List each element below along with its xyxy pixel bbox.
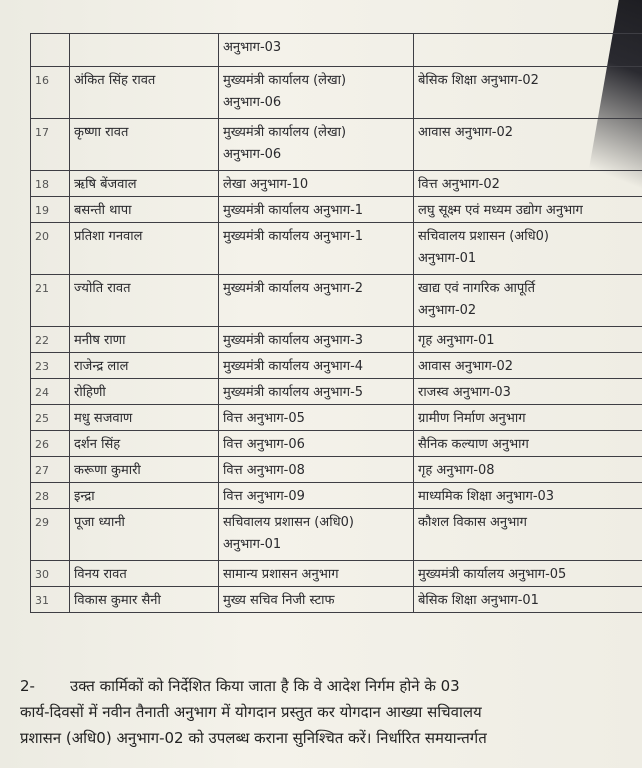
name-cell <box>70 67 219 119</box>
name-cell <box>70 223 219 275</box>
new-section-cell-line: माध्यमिक शिक्षा अनुभाग-03 <box>418 489 555 504</box>
serial-cell <box>31 171 70 197</box>
paragraph-text: उक्त कार्मिकों को निर्देशित किया जाता है कि वे आदेश निर्गम होने के 03 <box>70 677 460 695</box>
serial-cell <box>31 275 70 327</box>
serial-cell-line: 28 <box>35 490 49 503</box>
new-section-cell <box>414 223 642 275</box>
serial-cell <box>31 483 70 509</box>
serial-cell-line: 29 <box>35 516 49 529</box>
serial-cell-line: 19 <box>35 204 49 217</box>
name-cell-line: विनय रावत <box>74 567 127 582</box>
serial-cell-line: 23 <box>35 360 49 373</box>
serial-cell <box>31 405 70 431</box>
name-cell <box>70 197 219 223</box>
table-row <box>31 67 642 119</box>
table-row <box>31 119 642 171</box>
name-cell <box>70 275 219 327</box>
serial-cell <box>31 509 70 561</box>
serial-cell-line: 24 <box>35 386 49 399</box>
new-section-cell-line: बेसिक शिक्षा अनुभाग-01 <box>418 593 539 608</box>
serial-cell <box>31 197 70 223</box>
current-section-cell <box>219 561 414 587</box>
current-section-cell-line: अनुभाग-01 <box>223 537 282 552</box>
serial-cell <box>31 34 70 67</box>
current-section-cell-line: अनुभाग-06 <box>223 95 282 110</box>
posting-table-body <box>31 34 642 613</box>
serial-cell <box>31 561 70 587</box>
table-row <box>31 379 642 405</box>
table-row <box>31 353 642 379</box>
table-row <box>31 457 642 483</box>
table-row <box>31 34 642 67</box>
serial-cell-line: 17 <box>35 126 49 139</box>
name-cell-line: मधु सजवाण <box>74 411 133 426</box>
current-section-cell-line: अनुभाग-03 <box>223 40 282 55</box>
new-section-cell <box>414 67 642 119</box>
name-cell-line: ऋषि बेंजवाल <box>74 177 137 192</box>
paragraph-line-2: कार्य-दिवसों में नवीन तैनाती अनुभाग में योगदान प्रस्तुत कर योगदान आख्या सचिवालय <box>20 703 482 721</box>
name-cell-line: बसन्ती थापा <box>74 203 132 218</box>
current-section-cell-line: मुख्यमंत्री कार्यालय अनुभाग-3 <box>223 333 364 348</box>
instruction-paragraph <box>20 673 640 751</box>
name-cell <box>70 379 219 405</box>
serial-cell-line: 25 <box>35 412 49 425</box>
current-section-cell-line: सचिवालय प्रशासन (अधि0) <box>223 515 354 530</box>
serial-cell <box>31 223 70 275</box>
new-section-cell <box>414 119 642 171</box>
table-row <box>31 327 642 353</box>
current-section-cell-line: लेखा अनुभाग-10 <box>223 177 309 192</box>
new-section-cell <box>414 483 642 509</box>
current-section-cell-line: मुख्यमंत्री कार्यालय अनुभाग-4 <box>223 359 364 374</box>
name-cell <box>70 457 219 483</box>
new-section-cell <box>414 431 642 457</box>
name-cell <box>70 587 219 613</box>
new-section-cell <box>414 457 642 483</box>
current-section-cell <box>219 119 414 171</box>
current-section-cell <box>219 379 414 405</box>
table-row <box>31 431 642 457</box>
current-section-cell-line: मुख्य सचिव निजी स्टाफ <box>223 593 335 608</box>
name-cell-line: करूणा कुमारी <box>74 463 141 478</box>
current-section-cell-line: मुख्यमंत्री कार्यालय अनुभाग-2 <box>223 281 364 296</box>
serial-cell <box>31 379 70 405</box>
serial-cell-line: 20 <box>35 230 49 243</box>
new-section-cell-line: बेसिक शिक्षा अनुभाग-02 <box>418 73 539 88</box>
table-row <box>31 275 642 327</box>
table-row <box>31 171 642 197</box>
current-section-cell <box>219 509 414 561</box>
new-section-cell-line: राजस्व अनुभाग-03 <box>418 385 511 400</box>
paragraph-line-1 <box>20 673 640 699</box>
name-cell <box>70 119 219 171</box>
table-row <box>31 483 642 509</box>
current-section-cell <box>219 197 414 223</box>
new-section-cell <box>414 405 642 431</box>
new-section-cell <box>414 275 642 327</box>
table-row <box>31 223 642 275</box>
posting-table <box>30 33 642 613</box>
new-section-cell-line: सैनिक कल्याण अनुभाग <box>418 437 529 452</box>
new-section-cell-line: वित्त अनुभाग-02 <box>418 177 500 192</box>
name-cell <box>70 171 219 197</box>
current-section-cell-line: मुख्यमंत्री कार्यालय अनुभाग-1 <box>223 229 364 244</box>
new-section-cell <box>414 587 642 613</box>
name-cell-line: रोहिणी <box>74 385 106 400</box>
serial-cell-line: 16 <box>35 74 49 87</box>
new-section-cell-line: आवास अनुभाग-02 <box>418 359 514 374</box>
new-section-cell-line: खाद्य एवं नागरिक आपूर्ति <box>418 281 536 296</box>
name-cell-line: विकास कुमार सैनी <box>74 593 161 608</box>
name-cell-line: ज्योति रावत <box>74 281 131 296</box>
new-section-cell <box>414 197 642 223</box>
current-section-cell-line: अनुभाग-06 <box>223 147 282 162</box>
table-row <box>31 197 642 223</box>
name-cell <box>70 483 219 509</box>
name-cell-line: अंकित सिंह रावत <box>74 73 156 88</box>
serial-cell <box>31 119 70 171</box>
new-section-cell <box>414 561 642 587</box>
serial-cell-line: 26 <box>35 438 49 451</box>
new-section-cell-line: कौशल विकास अनुभाग <box>418 515 527 530</box>
table-row <box>31 509 642 561</box>
current-section-cell-line: वित्त अनुभाग-05 <box>223 411 305 426</box>
current-section-cell <box>219 587 414 613</box>
name-cell-line: पूजा ध्यानी <box>74 515 125 530</box>
new-section-cell-line: ग्रामीण निर्माण अनुभाग <box>418 411 526 426</box>
name-cell <box>70 405 219 431</box>
name-cell-line: राजेन्द्र लाल <box>74 359 129 374</box>
serial-cell-line: 31 <box>35 594 49 607</box>
serial-cell <box>31 587 70 613</box>
serial-cell <box>31 457 70 483</box>
new-section-cell-line: लघु सूक्ष्म एवं मध्यम उद्योग अनुभाग <box>418 203 583 218</box>
serial-cell-line: 27 <box>35 464 49 477</box>
serial-cell-line: 30 <box>35 568 49 581</box>
new-section-cell-line: अनुभाग-01 <box>418 251 477 266</box>
name-cell-line: प्रतिशा गनवाल <box>74 229 143 244</box>
current-section-cell <box>219 353 414 379</box>
current-section-cell-line: सामान्य प्रशासन अनुभाग <box>223 567 339 582</box>
new-section-cell-line: सचिवालय प्रशासन (अधि0) <box>418 229 549 244</box>
current-section-cell <box>219 67 414 119</box>
current-section-cell-line: मुख्यमंत्री कार्यालय (लेखा) <box>223 73 347 88</box>
current-section-cell <box>219 431 414 457</box>
new-section-cell <box>414 171 642 197</box>
name-cell-line: कृष्णा रावत <box>74 125 129 140</box>
name-cell-line: इन्द्रा <box>74 489 95 504</box>
new-section-cell <box>414 509 642 561</box>
current-section-cell <box>219 275 414 327</box>
current-section-cell <box>219 483 414 509</box>
serial-cell-line: 22 <box>35 334 49 347</box>
new-section-cell-line: अनुभाग-02 <box>418 303 477 318</box>
current-section-cell-line: मुख्यमंत्री कार्यालय अनुभाग-1 <box>223 203 364 218</box>
current-section-cell-line: मुख्यमंत्री कार्यालय (लेखा) <box>223 125 347 140</box>
current-section-cell <box>219 223 414 275</box>
paragraph-line-3: प्रशासन (अधि0) अनुभाग-02 को उपलब्ध कराना सुनिश्चित करें। निर्धारित समयान्तर्गत <box>20 729 487 747</box>
new-section-cell <box>414 353 642 379</box>
serial-cell <box>31 431 70 457</box>
current-section-cell <box>219 327 414 353</box>
serial-cell-line: 18 <box>35 178 49 191</box>
paragraph-number: 2- <box>20 677 35 695</box>
current-section-cell-line: वित्त अनुभाग-06 <box>223 437 305 452</box>
name-cell <box>70 327 219 353</box>
current-section-cell-line: वित्त अनुभाग-09 <box>223 489 305 504</box>
current-section-cell-line: मुख्यमंत्री कार्यालय अनुभाग-5 <box>223 385 364 400</box>
current-section-cell <box>219 457 414 483</box>
table-row <box>31 587 642 613</box>
name-cell-line: दर्शन सिंह <box>74 437 121 452</box>
current-section-cell <box>219 171 414 197</box>
new-section-cell <box>414 34 642 67</box>
new-section-cell-line: गृह अनुभाग-08 <box>418 463 495 478</box>
new-section-cell-line: आवास अनुभाग-02 <box>418 125 514 140</box>
serial-cell <box>31 327 70 353</box>
current-section-cell <box>219 34 414 67</box>
new-section-cell <box>414 379 642 405</box>
current-section-cell <box>219 405 414 431</box>
serial-cell <box>31 353 70 379</box>
table-row <box>31 561 642 587</box>
name-cell <box>70 561 219 587</box>
name-cell <box>70 353 219 379</box>
new-section-cell-line: गृह अनुभाग-01 <box>418 333 495 348</box>
table-row <box>31 405 642 431</box>
name-cell <box>70 34 219 67</box>
current-section-cell-line: वित्त अनुभाग-08 <box>223 463 305 478</box>
name-cell <box>70 509 219 561</box>
name-cell-line: मनीष राणा <box>74 333 126 348</box>
serial-cell-line: 21 <box>35 282 49 295</box>
serial-cell <box>31 67 70 119</box>
new-section-cell-line: मुख्यमंत्री कार्यालय अनुभाग-05 <box>418 567 567 582</box>
new-section-cell <box>414 327 642 353</box>
name-cell <box>70 431 219 457</box>
